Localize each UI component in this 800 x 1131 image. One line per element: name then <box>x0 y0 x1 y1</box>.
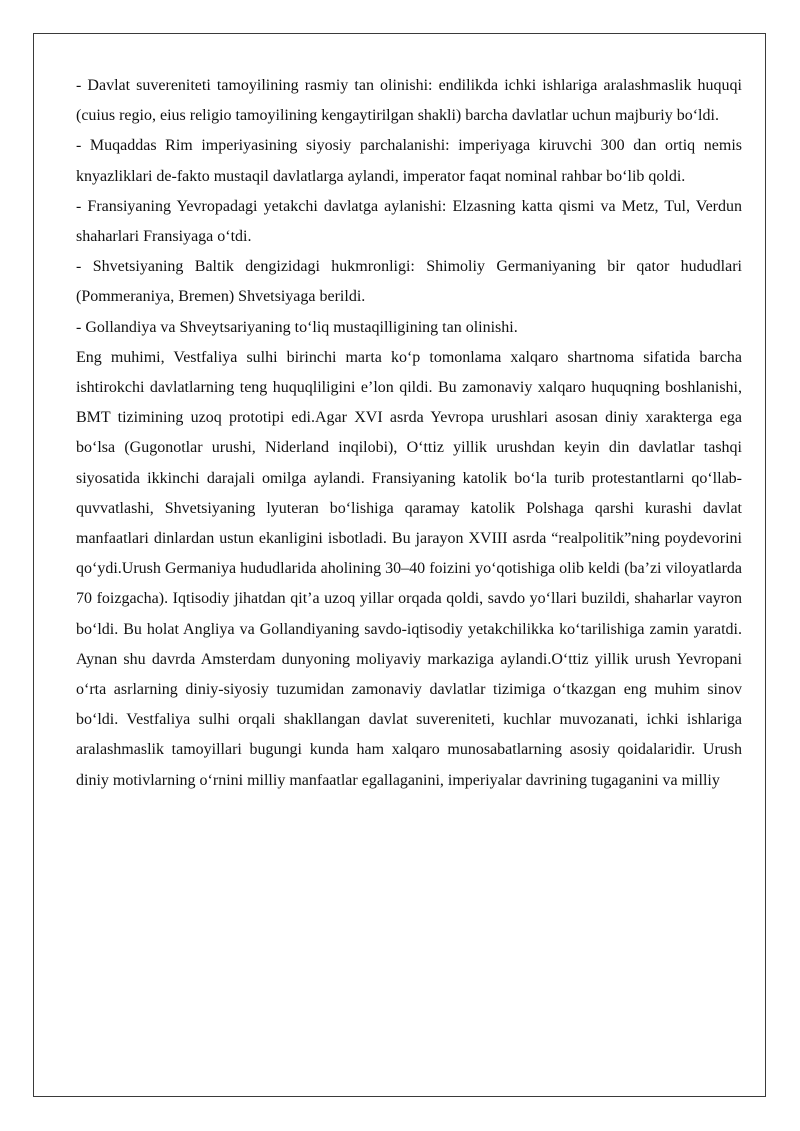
bullet-france: - Fransiyaning Yevropadagi yetakchi davlatga aylanishi: Elzasning katta qismi va Metz, Tul, Verdun shaharlari Fransiyaga o‘tdi. <box>76 197 742 246</box>
bullet-sovereignty: - Davlat suvereniteti tamoyilining rasmiy tan olinishi: endilikda ichki ishlariga aralashmaslik huquqi (cuius regio, eius religio tamoyilining kengaytirilgan shakli) barcha davlatlar uchun majburiy bo‘ldi. <box>76 77 742 125</box>
bullet-netherlands-switzerland: - Gollandiya va Shveytsariyaning to‘liq mustaqilligining tan olinishi. <box>76 318 518 336</box>
document-body <box>76 71 742 796</box>
bullet-sweden: - Shvetsiyaning Baltik dengizidagi hukmronligi: Shimoliy Germaniyaning bir qator hududlari (Pommeraniya, Bremen) Shvetsiyaga berildi. <box>76 258 742 306</box>
bullet-holy-roman-empire: - Muqaddas Rim imperiyasining siyosiy parchalanishi: imperiyaga kiruvchi 300 dan ortiq nemis knyazliklari de-fakto mustaqil davlatlarga aylandi, imperator faqat nominal rahbar bo‘lib qoldi. <box>76 137 742 185</box>
body-paragraph: Eng muhimi, Vestfaliya sulhi birinchi marta ko‘p tomonlama xalqaro shartnoma sifatida barcha ishtirokchi davlatlarning teng huquqliligini e’lon qildi. Bu zamonaviy xalqaro huquqning boshlanishi, BMT tizimining uzoq prototipi edi.Agar XVI asrda Yevropa urushlari asosan diniy xarakterga ega bo‘lsa (Gugonotlar urushi, Niderland inqilobi), O‘ttiz yillik urushdan keyin din davlatlar tashqi siyosatida ikkinchi darajali omilga aylandi. Fransiyaning katolik bo‘la turib protestantlarni qo‘llab-quvvatlashi, Shvetsiyaning lyuteran bo‘lishiga qaramay katolik Polshaga qarshi kurashi davlat manfaatlari dinlardan ustun ekanligini isbotladi. Bu jarayon XVIII asrda “realpolitik”ning poydevorini qo‘ydi.Urush Germaniya hududlarida aholining 30–40 foizini yo‘qotishiga olib keldi (ba’zi viloyatlarda 70 foizgacha). Iqtisodiy jihatdan qit’a uzoq yillar orqada qoldi, savdo yo‘llari buzildi, shaharlar vayron bo‘ldi. Bu holat Angliya va Gollandiyaning savdo-iqtisodiy yetakchilikka ko‘tarilishiga zamin yaratdi. Aynan shu davrda Amsterdam dunyoning moliyaviy markaziga aylandi.O‘ttiz yillik urush Yevropani o‘rta asrlarning diniy-siyosiy tuzumidan zamonaviy davlatlar tizimiga o‘tkazgan eng muhim sinov bo‘ldi. Vestfaliya sulhi orqali shakllangan davlat suvereniteti, kuchlar muvozanati, ichki ishlariga aralashmaslik tamoyillari bugungi kunda ham xalqaro munosabatlarning asosiy qoidalaridir. Urush diniy motivlarning o‘rnini milliy manfaatlar egallaganini, imperiyalar davrining tugaganini va milliy <box>76 348 742 789</box>
